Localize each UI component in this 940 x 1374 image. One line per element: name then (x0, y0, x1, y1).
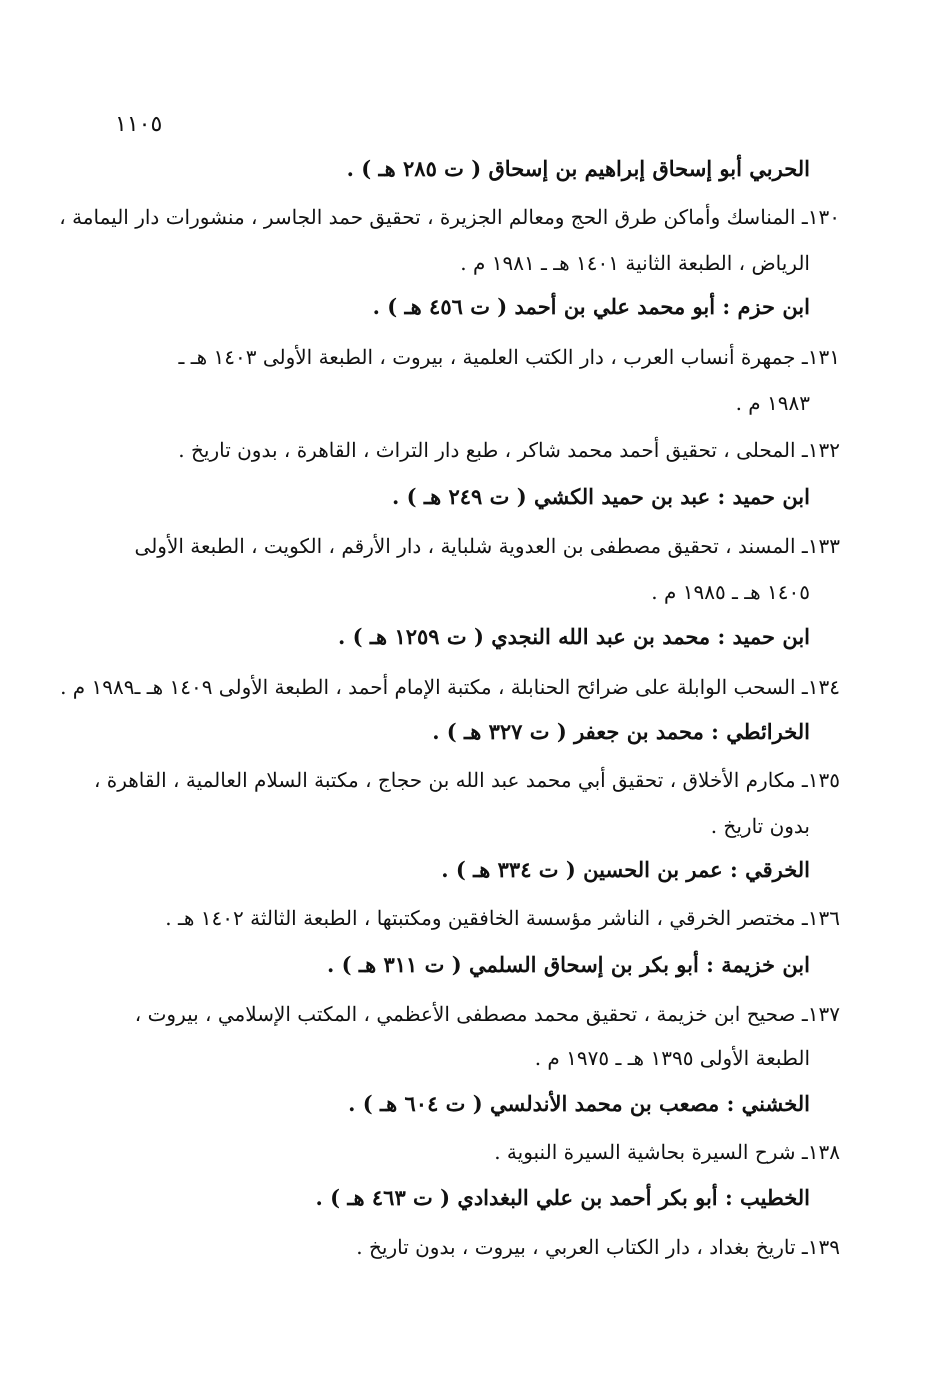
author-heading: ابن حميد : عبد بن حميد الكشي ( ت ٢٤٩ هـ ) . (392, 484, 810, 509)
bibliography-entry: ١٣٨ـ شرح السيرة بحاشية السيرة النبوية . (494, 1140, 840, 1164)
bibliography-entry: ١٣٣ـ المسند ، تحقيق مصطفى بن العدوية شلباية ، دار الأرقم ، الكويت ، الطبعة الأولى (134, 534, 840, 558)
author-heading: ابن حزم : أبو محمد علي بن أحمد ( ت ٤٥٦ هـ ) . (372, 294, 810, 319)
author-heading: الخطيب : أبو بكر أحمد بن علي البغدادي ( ت ٤٦٣ هـ ) . (315, 1185, 810, 1210)
bibliography-entry: ١٣٠ـ المناسك وأماكن طرق الحج ومعالم الجزيرة ، تحقيق حمد الجاسر ، منشورات دار اليمامة ، (59, 205, 840, 229)
bibliography-entry: ١٣١ـ جمهرة أنساب العرب ، دار الكتب العلمية ، بيروت ، الطبعة الأولى ١٤٠٣ هـ ـ (178, 345, 840, 369)
bibliography-entry: ١٣٩ـ تاريخ بغداد ، دار الكتاب العربي ، بيروت ، بدون تاريخ . (356, 1235, 840, 1259)
entry-continuation: ١٤٠٥ هـ ـ ١٩٨٥ م . (651, 580, 810, 604)
author-heading: ابن خزيمة : أبو بكر بن إسحاق السلمي ( ت ٣١١ هـ ) . (327, 952, 810, 977)
entry-continuation: الرياض ، الطبعة الثانية ١٤٠١ هـ ـ ١٩٨١ م . (460, 251, 810, 275)
bibliography-entry: ١٣٤ـ السحب الوابلة على ضرائح الحنابلة ، مكتبة الإمام أحمد ، الطبعة الأولى ١٤٠٩ هـ ـ١٩٨٩ م . (60, 675, 840, 699)
bibliography-entry: ١٣٢ـ المحلى ، تحقيق أحمد محمد شاكر ، طبع دار التراث ، القاهرة ، بدون تاريخ . (178, 438, 840, 462)
bibliography-entry: ١٣٧ـ صحيح ابن خزيمة ، تحقيق محمد مصطفى الأعظمي ، المكتب الإسلامي ، بيروت ، (134, 1002, 840, 1026)
bibliography-entry: ١٣٦ـ مختصر الخرقي ، الناشر مؤسسة الخافقين ومكتبتها ، الطبعة الثالثة ١٤٠٢ هـ . (165, 906, 840, 930)
entry-continuation: ١٩٨٣ م . (735, 391, 810, 415)
author-heading: الخرائطي : محمد بن جعفر ( ت ٣٢٧ هـ ) . (432, 719, 810, 744)
bibliography-entry: ١٣٥ـ مكارم الأخلاق ، تحقيق أبي محمد عبد الله بن حجاج ، مكتبة السلام العالمية ، القاهرة ، (93, 768, 840, 792)
entry-continuation: الطبعة الأولى ١٣٩٥ هـ ـ ١٩٧٥ م . (534, 1046, 810, 1070)
author-heading: الحربي أبو إسحاق إبراهيم بن إسحاق ( ت ٢٨٥ هـ ) . (346, 156, 810, 181)
page-number: ١١٠٥ (115, 112, 163, 137)
author-heading: الخرقي : عمر بن الحسين ( ت ٣٣٤ هـ ) . (441, 857, 810, 882)
entry-continuation: بدون تاريخ . (710, 814, 810, 838)
author-heading: ابن حميد : محمد بن عبد الله النجدي ( ت ١٢٥٩ هـ ) . (338, 624, 810, 649)
author-heading: الخشني : مصعب بن محمد الأندلسي ( ت ٦٠٤ هـ ) . (348, 1091, 810, 1116)
